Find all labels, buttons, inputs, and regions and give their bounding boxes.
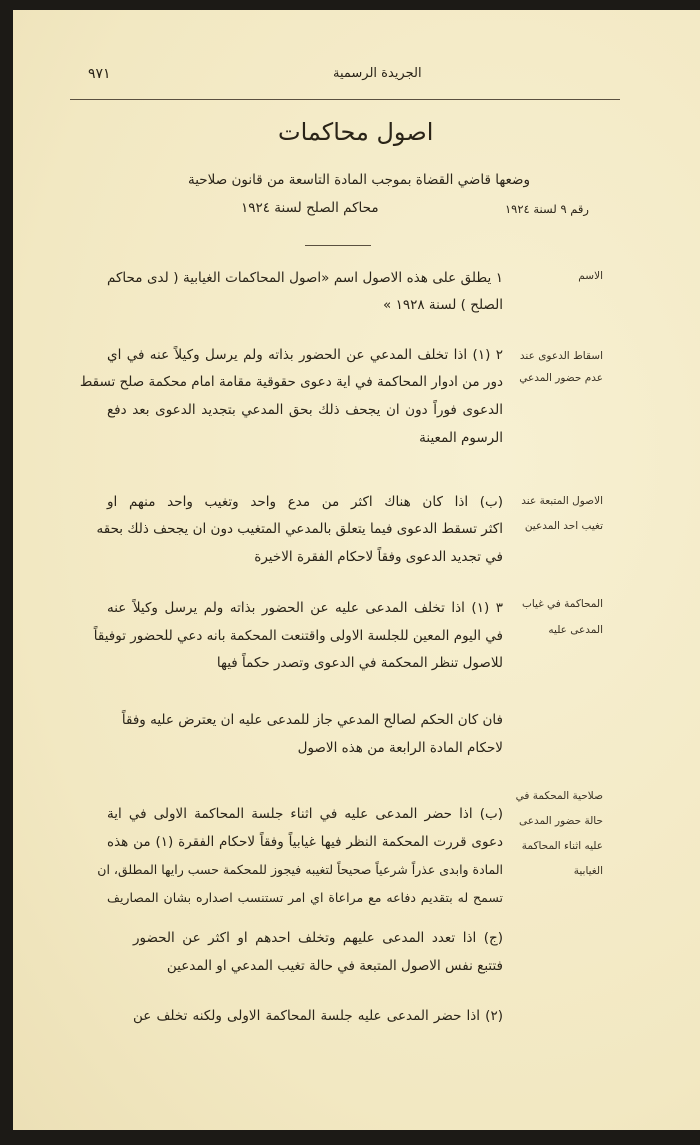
body-line: الصلح ) لسنة ١٩٢٨ »	[383, 297, 503, 313]
body-line: للاصول تنظر المحكمة في الدعوى وتصدر حكماً فيها	[216, 655, 503, 671]
law-reference: رقم ٩ لسنة ١٩٢٤	[505, 202, 589, 216]
document-title: اصول محاكمات	[278, 118, 434, 146]
margin-note: حالة حضور المدعى	[519, 815, 603, 827]
margin-note: الاسم	[578, 270, 603, 282]
body-line: الرسوم المعينة	[419, 430, 503, 446]
margin-note: اسقاط الدعوى عند	[519, 350, 603, 362]
body-line: ٣ (١) اذا تخلف المدعى عليه عن الحضور بذاته ولم يرسل وكيلاً عنه	[107, 600, 503, 616]
title-rule	[305, 245, 371, 246]
page-number: ٩٧١	[88, 66, 111, 82]
body-line: ٢ (١) اذا تخلف المدعي عن الحضور بذاته ولم يرسل وكيلاً عنه في اي	[107, 347, 504, 363]
running-title: الجريدة الرسمية	[333, 66, 422, 81]
body-line: ١ يطلق على هذه الاصول اسم «اصول المحاكمات الغيابية ( لدى محاكم	[107, 270, 503, 286]
body-line: في تجديد الدعوى وفقاً لاحكام الفقرة الاخيرة	[254, 549, 503, 565]
margin-note: صلاحية المحكمة في	[515, 790, 603, 802]
margin-note: عدم حضور المدعي	[519, 372, 603, 384]
body-line: فان كان الحكم لصالح المدعي جاز للمدعى عليه ان يعترض عليه وفقاً	[121, 712, 503, 728]
margin-note: الغيابية	[573, 865, 603, 877]
body-line: في اليوم المعين للجلسة الاولى واقتنعت المحكمة بانه دعي للحضور توفيقاً	[93, 628, 503, 644]
margin-note: عليه اثناء المحاكمة	[521, 840, 603, 852]
body-line: المادة وابدى عذراً شرعياً صحيحاً لتغيبه فيجوز للمحكمة حسب رايها المطلق، ان	[97, 862, 503, 877]
body-line: دعوى قررت المحكمة النظر فيها غيابياً وفقاً لاحكام الفقرة (١) من هذه	[107, 834, 504, 850]
subtitle-line-2: محاكم الصلح لسنة ١٩٢٤	[241, 200, 379, 216]
margin-note: المحاكمة في غياب	[521, 598, 603, 610]
header-rule	[70, 99, 620, 100]
margin-note: تغيب احد المدعين	[524, 520, 603, 532]
body-line: (ب) اذا كان هناك اكثر من مدع واحد وتغيب واحد منهم او	[107, 494, 503, 510]
body-line: فتتبع نفس الاصول المتبعة في حالة تغيب المدعي او المدعين	[166, 958, 503, 974]
body-line: لاحكام المادة الرابعة من هذه الاصول	[297, 740, 503, 756]
body-line: اكثر تسقط الدعوى فيما يتعلق بالمدعي المتغيب دون ان يجحف ذلك بحقه	[96, 521, 503, 537]
body-line: دور من ادوار المحاكمة في اية دعوى حقوقية مقامة امام محكمة صلح تسقط	[79, 374, 503, 390]
margin-note: المدعى عليه	[548, 624, 603, 636]
document-page	[13, 10, 700, 1130]
subtitle-line-1: وضعها قاضي القضاة بموجب المادة التاسعة من قانون صلاحية	[188, 172, 531, 188]
body-line: (٢) اذا حضر المدعى عليه جلسة المحاكمة الاولى ولكنه تخلف عن	[133, 1008, 503, 1024]
margin-note: الاصول المتبعة عند	[521, 495, 603, 507]
body-line: (ب) اذا حضر المدعى عليه في اثناء جلسة المحاكمة الاولى في اية	[107, 806, 503, 822]
body-line: الدعوى فوراً دون ان يجحف ذلك بحق المدعي بتجديد الدعوى بعد دفع	[107, 402, 503, 418]
body-line: تسمح له بتقديم دفاعه مع مراعاة اي امر تستنسب اصداره بشان المصاريف	[107, 890, 503, 905]
body-line: (ج) اذا تعدد المدعى عليهم وتخلف احدهم او اكثر عن الحضور	[133, 930, 503, 946]
